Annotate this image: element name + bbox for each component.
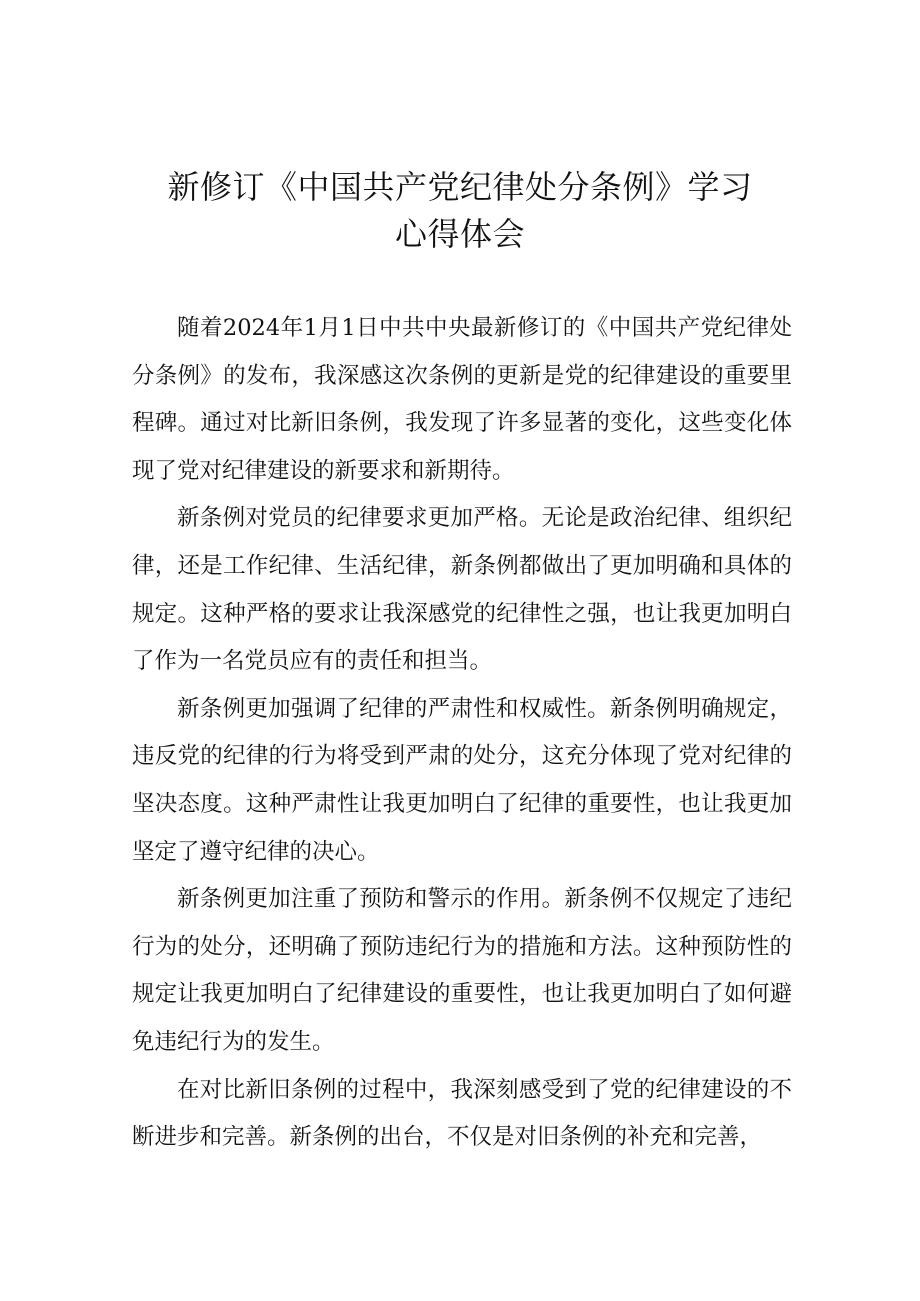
paragraph-1: 随着2024年1月1日中共中央最新修订的《中国共产党纪律处分条例》的发布，我深感这次条例的更新是党的纪律建设的重要里程碑。通过对比新旧条例，我发现了许多显著的变化，这些变化体现了党对纪律建设的新要求和新期待。 (132, 315, 792, 484)
title-line-1: 新修订《中国共产党纪律处分条例》学习 (167, 168, 753, 206)
paragraph-4: 新条例更加注重了预防和警示的作用。新条例不仅规定了违纪行为的处分，还明确了预防违纪行为的措施和方法。这种预防性的规定让我更加明白了纪律建设的重要性，也让我更加明白了如何避免违纪行为的发生。 (132, 886, 792, 1055)
paragraph-3: 新条例更加强调了纪律的严肃性和权威性。新条例明确规定，违反党的纪律的行为将受到严肃的处分，这充分体现了党对纪律的坚决态度。这种严肃性让我更加明白了纪律的重要性，也让我更加坚定了遵守纪律的决心。 (132, 695, 792, 865)
paragraph-5: 在对比新旧条例的过程中，我深刻感受到了党的纪律建设的不断进步和完善。新条例的出台，不仅是对旧条例的补充和完善， (132, 1076, 792, 1151)
title-line-2: 心得体会 (394, 215, 525, 253)
document-body (132, 305, 792, 1162)
paragraph-2: 新条例对党员的纪律要求更加严格。无论是政治纪律、组织纪律，还是工作纪律、生活纪律，新条例都做出了更加明确和具体的规定。这种严格的要求让我深感党的纪律性之强，也让我更加明白了作为一名党员应有的责任和担当。 (132, 505, 792, 675)
document-title (0, 164, 920, 258)
